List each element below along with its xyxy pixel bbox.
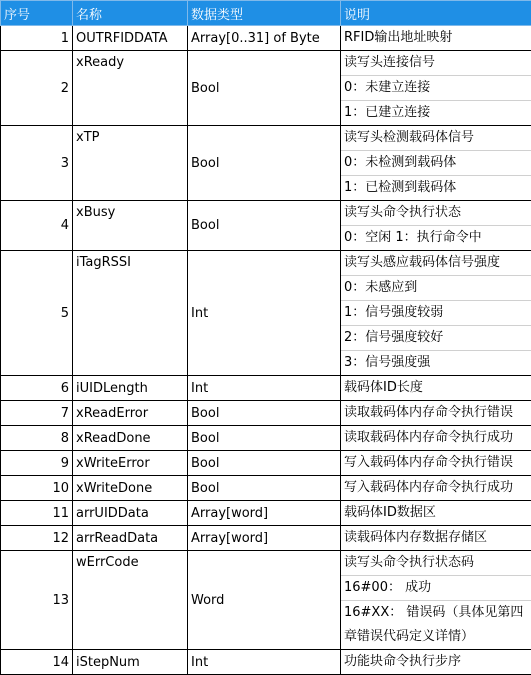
- description-line: RFID输出地址映射: [341, 26, 531, 50]
- row-name: arrUIDData: [73, 501, 188, 526]
- row-name: xWriteError: [73, 451, 188, 476]
- table-row: [1, 426, 531, 451]
- table-row: [1, 126, 531, 201]
- row-description: [341, 376, 531, 401]
- table-row: [1, 476, 531, 501]
- description-line: 0：空闲 1：执行命令中: [341, 225, 531, 250]
- row-description: [341, 501, 531, 526]
- description-line: 读写头检测载码体信号: [341, 126, 531, 150]
- header-type: 数据类型: [188, 1, 341, 26]
- row-type: Bool: [188, 401, 341, 426]
- row-type: Bool: [188, 476, 341, 501]
- description-line: 读取载码体内存命令执行错误: [341, 401, 531, 425]
- table-row: [1, 201, 531, 251]
- row-index: 13: [1, 551, 73, 650]
- table-row: [1, 526, 531, 551]
- description-line: 读载码体内存数据存储区: [341, 526, 531, 550]
- row-index: 5: [1, 251, 73, 376]
- row-description: [341, 126, 531, 201]
- description-line: 0：未建立连接: [341, 75, 531, 100]
- row-description: [341, 201, 531, 251]
- table-row: [1, 26, 531, 51]
- row-index: 10: [1, 476, 73, 501]
- description-line: 读写头感应载码体信号强度: [341, 251, 531, 275]
- header-description: 说明: [341, 1, 531, 26]
- row-description: [341, 476, 531, 501]
- table-row: [1, 501, 531, 526]
- row-index: 1: [1, 26, 73, 51]
- table-row: [1, 376, 531, 401]
- description-line: 3：信号强度强: [341, 350, 531, 375]
- row-name: iStepNum: [73, 650, 188, 675]
- row-index: 2: [1, 51, 73, 126]
- description-line: 载码体ID数据区: [341, 501, 531, 525]
- row-type: Word: [188, 551, 341, 650]
- row-index: 8: [1, 426, 73, 451]
- row-description: [341, 251, 531, 376]
- row-type: Bool: [188, 426, 341, 451]
- row-type: Bool: [188, 201, 341, 251]
- row-index: 4: [1, 201, 73, 251]
- row-name: xReadError: [73, 401, 188, 426]
- description-line: 0：未检测到载码体: [341, 150, 531, 175]
- row-name: wErrCode: [73, 551, 188, 650]
- row-index: 14: [1, 650, 73, 675]
- row-index: 7: [1, 401, 73, 426]
- description-line: 1：信号强度较弱: [341, 300, 531, 325]
- row-description: [341, 551, 531, 650]
- row-name: xReadDone: [73, 426, 188, 451]
- row-name: iTagRSSI: [73, 251, 188, 376]
- description-line: 载码体ID长度: [341, 376, 531, 400]
- row-type: Int: [188, 650, 341, 675]
- row-type: Bool: [188, 126, 341, 201]
- row-name: OUTRFIDDATA: [73, 26, 188, 51]
- row-name: arrReadData: [73, 526, 188, 551]
- row-type: Bool: [188, 451, 341, 476]
- table-row: [1, 51, 531, 126]
- row-name: xBusy: [73, 201, 188, 251]
- description-line: 0：未感应到: [341, 275, 531, 300]
- description-line: 写入载码体内存命令执行错误: [341, 451, 531, 475]
- table-row: [1, 451, 531, 476]
- row-description: [341, 650, 531, 675]
- row-index: 12: [1, 526, 73, 551]
- row-type: Array[word]: [188, 526, 341, 551]
- row-name: iUIDLength: [73, 376, 188, 401]
- table-row: [1, 551, 531, 650]
- row-type: Int: [188, 376, 341, 401]
- row-type: Bool: [188, 51, 341, 126]
- row-type: Int: [188, 251, 341, 376]
- row-type: Array[word]: [188, 501, 341, 526]
- description-line: 16#XX： 错误码（具体见第四章错误代码定义详情）: [341, 600, 531, 649]
- row-index: 9: [1, 451, 73, 476]
- row-index: 6: [1, 376, 73, 401]
- row-description: [341, 526, 531, 551]
- row-description: [341, 451, 531, 476]
- header-row: [1, 1, 531, 26]
- table-row: [1, 251, 531, 376]
- row-name: xReady: [73, 51, 188, 126]
- row-type: Array[0..31] of Byte: [188, 26, 341, 51]
- description-line: 16#00： 成功: [341, 575, 531, 600]
- description-line: 2：信号强度较好: [341, 325, 531, 350]
- description-line: 读写头命令执行状态: [341, 201, 531, 225]
- header-name: 名称: [73, 1, 188, 26]
- row-description: [341, 401, 531, 426]
- row-description: [341, 51, 531, 126]
- description-line: 写入载码体内存命令执行成功: [341, 476, 531, 500]
- description-line: 读写头命令执行状态码: [341, 551, 531, 575]
- description-line: 读取载码体内存命令执行成功: [341, 426, 531, 450]
- table-body: [1, 26, 531, 675]
- row-index: 3: [1, 126, 73, 201]
- description-line: 1：已检测到载码体: [341, 175, 531, 200]
- description-line: 功能块命令执行步序: [341, 650, 531, 674]
- description-line: 1：已建立连接: [341, 100, 531, 125]
- row-index: 11: [1, 501, 73, 526]
- row-name: xWriteDone: [73, 476, 188, 501]
- row-name: xTP: [73, 126, 188, 201]
- table-row: [1, 650, 531, 675]
- row-description: [341, 426, 531, 451]
- table-row: [1, 401, 531, 426]
- header-index: 序号: [1, 1, 73, 26]
- row-description: [341, 26, 531, 51]
- description-line: 读写头连接信号: [341, 51, 531, 75]
